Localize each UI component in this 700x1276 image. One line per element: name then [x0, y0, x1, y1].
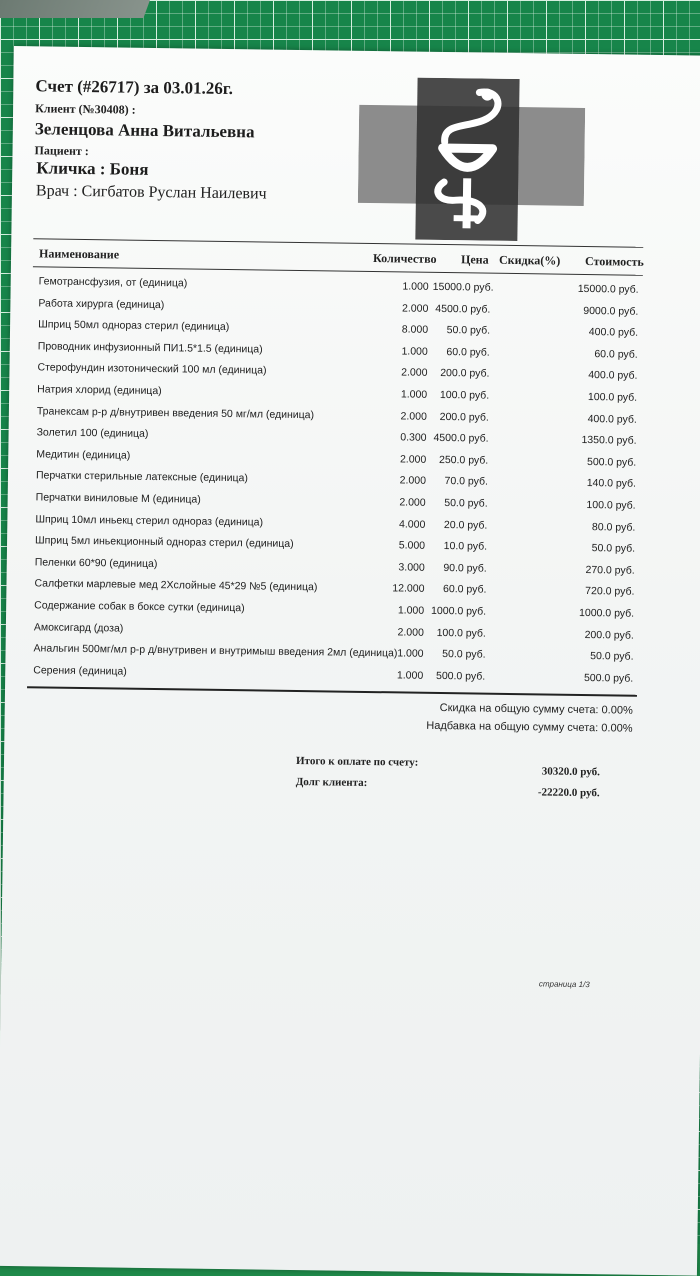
bowl-of-hygieia-icon — [357, 77, 585, 242]
row-name: Амоксигард (доза) — [33, 620, 124, 635]
row-qty: 8.000 — [401, 323, 429, 336]
row-price: 500.0 руб. — [435, 669, 486, 683]
row-qty: 1.000 — [397, 647, 424, 660]
invoice-title: Счет (#26717) за 03.01.26г. — [35, 76, 234, 99]
row-price: 60.0 руб. — [446, 345, 490, 359]
row-price: 15000.0 руб. — [432, 280, 494, 294]
row-qty: 12.000 — [392, 582, 425, 596]
row-cost: 50.0 руб. — [590, 650, 634, 663]
row-cost: 270.0 руб. — [585, 563, 635, 577]
row-price: 20.0 руб. — [443, 518, 488, 532]
row-qty: 3.000 — [398, 561, 425, 574]
row-cost: 1000.0 руб. — [578, 606, 635, 620]
row-cost: 500.0 руб. — [586, 455, 637, 469]
row-qty: 1.000 — [396, 669, 424, 682]
row-price: 70.0 руб. — [444, 475, 489, 489]
total-label: Итого к оплате по счету: — [295, 755, 419, 769]
row-price: 1000.0 руб. — [431, 604, 487, 618]
doctor-name: Врач : Сигбатов Руслан Наилевич — [35, 182, 267, 203]
col-header-name: Наименование — [39, 246, 120, 262]
col-header-qty: Количество — [372, 251, 437, 266]
row-cost: 15000.0 руб. — [577, 282, 639, 296]
row-cost: 400.0 руб. — [588, 369, 638, 383]
pet-name: Кличка : Боня — [36, 158, 149, 179]
row-qty: 2.000 — [399, 453, 427, 466]
debt-value: -22220.0 руб. — [537, 786, 600, 800]
row-name: Шприц 5мл иньекционный однораз стерил (единица) — [35, 534, 294, 551]
row-cost: 60.0 руб. — [594, 347, 638, 361]
row-qty: 2.000 — [399, 474, 427, 488]
row-qty: 2.000 — [397, 626, 424, 639]
row-name: Перчатки стерильные латексные (единица) — [35, 469, 248, 485]
row-qty: 1.000 — [401, 345, 428, 358]
metal-ruler — [0, 0, 150, 18]
col-header-price: Цена — [460, 252, 489, 267]
row-qty: 1.000 — [397, 604, 425, 617]
row-price: 100.0 руб. — [439, 388, 490, 402]
row-cost: 1350.0 руб. — [581, 434, 637, 447]
row-name: Натрия хлорид (единица) — [37, 383, 162, 398]
row-price: 200.0 руб. — [439, 410, 489, 424]
row-qty: 5.000 — [398, 539, 426, 552]
row-qty: 2.000 — [401, 366, 428, 380]
row-cost: 80.0 руб. — [591, 520, 636, 534]
row-price: 60.0 руб. — [442, 583, 487, 597]
surcharge-note: Надбавка на общую сумму счета: 0.00% — [426, 719, 633, 735]
row-name: Стерофундин изотонический 100 мл (единица) — [37, 361, 267, 377]
invoice-sheet — [0, 46, 700, 1276]
row-price: 50.0 руб. — [444, 497, 488, 510]
discount-note: Скидка на общую сумму счета: 0.00% — [439, 702, 633, 717]
row-name: Шприц 10мл иньекц стерил однораз (единица) — [35, 512, 264, 529]
row-qty: 1.000 — [400, 388, 428, 401]
row-name: Гемотрансфузия, от (единица) — [38, 275, 188, 290]
client-name: Зеленцова Анна Витальевна — [34, 119, 255, 142]
row-qty: 2.000 — [402, 302, 429, 315]
row-cost: 720.0 руб. — [585, 585, 635, 599]
row-cost: 500.0 руб. — [583, 671, 634, 685]
row-cost: 140.0 руб. — [586, 477, 637, 491]
total-value: 30320.0 руб. — [541, 765, 601, 779]
row-name: Серения (единица) — [33, 664, 127, 678]
row-name: Шприц 50мл однораз стерил (единица) — [38, 318, 230, 334]
row-cost: 400.0 руб. — [587, 412, 637, 426]
row-cost: 100.0 руб. — [586, 499, 636, 512]
row-cost: 200.0 руб. — [584, 628, 634, 642]
row-name: Содержание собак в боксе сутки (единица) — [34, 599, 245, 615]
row-price: 100.0 руб. — [436, 626, 486, 640]
row-price: 50.0 руб. — [442, 648, 486, 661]
row-qty: 1.000 — [402, 280, 429, 293]
row-name: Работа хирурга (единица) — [38, 296, 165, 311]
row-qty: 4.000 — [398, 518, 426, 531]
row-name: Медитин (единица) — [36, 448, 131, 462]
row-cost: 50.0 руб. — [591, 542, 636, 555]
row-qty: 2.000 — [400, 410, 427, 423]
row-price: 10.0 руб. — [443, 540, 488, 553]
row-name: Транексам р-р д/внутривен введения 50 мг/мл (единица) — [36, 404, 315, 421]
row-cost: 400.0 руб. — [588, 326, 639, 339]
debt-label: Долг клиента: — [295, 776, 368, 790]
row-name: Перчатки виниловые М (единица) — [35, 491, 201, 506]
row-name: Салфетки марлевые мед 2Хслойные 45*29 №5 (единица) — [34, 577, 318, 594]
row-name: Проводник инфузионный ПИ1.5*1.5 (единица) — [37, 340, 263, 356]
row-price: 90.0 руб. — [443, 561, 487, 575]
patient-label: Пациент : — [34, 143, 89, 159]
page-number: страница 1/3 — [538, 979, 590, 990]
row-qty: 0.300 — [400, 431, 427, 444]
row-qty: 2.000 — [399, 496, 426, 509]
row-name: Анальгин 500мг/мл р-р д/внутривен и внутримыш введения 2мл (единица) — [33, 642, 398, 660]
col-header-cost: Стоимость — [584, 253, 644, 269]
row-name: Пеленки 60*90 (единица) — [34, 556, 158, 570]
col-header-discount: Скидка(%) — [498, 252, 561, 268]
row-name: Золетил 100 (единица) — [36, 426, 149, 441]
row-cost: 9000.0 руб. — [583, 304, 639, 318]
row-price: 200.0 руб. — [440, 367, 490, 381]
row-price: 4500.0 руб. — [433, 432, 489, 445]
client-label: Клиент (№30408) : — [35, 101, 136, 117]
row-price: 50.0 руб. — [446, 324, 491, 337]
row-price: 250.0 руб. — [438, 453, 489, 467]
row-price: 4500.0 руб. — [435, 302, 491, 316]
row-cost: 100.0 руб. — [587, 391, 638, 404]
